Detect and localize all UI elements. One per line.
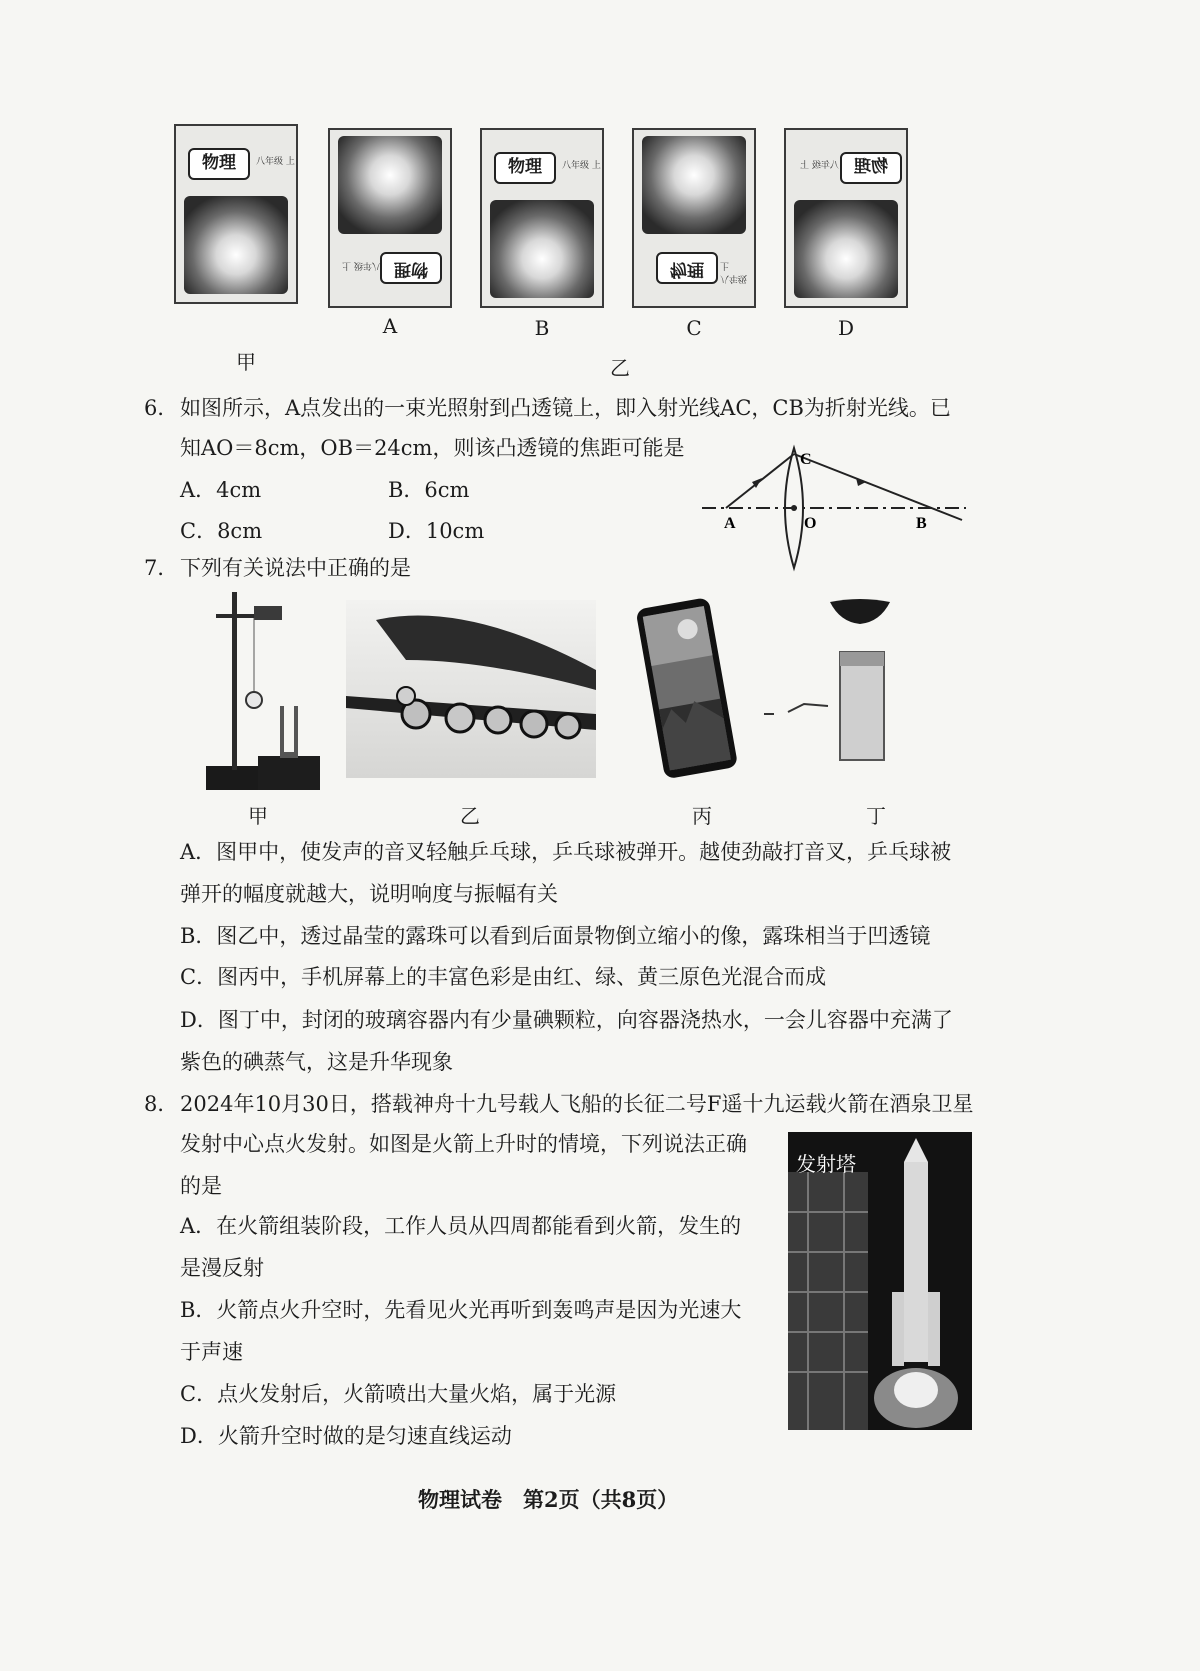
book-subtitle-flipped: 八年级 上 <box>342 260 381 270</box>
q8-option-a-line1[interactable]: A．在火箭组装阶段，工作人员从四周都能看到火箭，发生的 <box>180 1214 742 1238</box>
q7-label-jia: 甲 <box>248 804 268 828</box>
ping-pong-ball <box>246 692 262 708</box>
q8-number: 8． <box>144 1092 179 1116</box>
point-o: O <box>804 515 817 532</box>
refracted-ray-cb <box>794 454 962 520</box>
q7-label-yi: 乙 <box>460 804 480 828</box>
book-subtitle-b: 八年级 上 <box>562 161 601 171</box>
book-title-c: 物理 <box>656 252 718 284</box>
q7-option-c[interactable]: C．图丙中，手机屏幕上的丰富色彩是由红、绿、黄三原色光混合而成 <box>180 965 827 989</box>
q6-stem-line1: 如图所示，A点发出的一束光照射到凸透镜上，即入射光线AC，CB为折射光线。已 <box>180 396 951 420</box>
q7-number: 7． <box>144 556 179 580</box>
book-option-a <box>328 128 452 308</box>
q8-option-b-line1[interactable]: B．火箭点火升空时，先看见火光再听到轰鸣声是因为光速大 <box>180 1298 742 1322</box>
refracted-arrow-icon <box>856 478 866 486</box>
q7-option-d-line1[interactable]: D．图丁中，封闭的玻璃容器内有少量碘颗粒，向容器浇热水，一会儿容器中充满了 <box>180 1008 953 1032</box>
book-title-b: 物理 <box>494 152 556 184</box>
q7-stem: 下列有关说法中正确的是 <box>180 556 411 580</box>
q8-option-c[interactable]: C．点火发射后，火箭喷出大量火焰，属于光源 <box>180 1382 617 1406</box>
q8-option-b-line2: 于声速 <box>180 1340 243 1364</box>
book-title-d: 物理 <box>840 152 902 184</box>
q6-option-c[interactable]: C．8cm <box>180 519 263 543</box>
q7-option-b[interactable]: B．图乙中，透过晶莹的露珠可以看到后面景物倒立缩小的像，露珠相当于凹透镜 <box>180 924 931 948</box>
q6-stem-line2: 知AO＝8cm，OB＝24cm，则该凸透镜的焦距可能是 <box>180 436 685 460</box>
q7-label-bing: 丙 <box>692 804 712 828</box>
q7-option-a-line2: 弹开的幅度就越大，说明响度与振幅有关 <box>180 882 558 906</box>
book-subtitle-d: 八年级 上 <box>800 161 839 171</box>
q8-stem-line1: 2024年10月30日，搭载神舟十九号载人飞船的长征二号F遥十九运载火箭在酒泉卫星 <box>180 1092 974 1116</box>
book-option-b <box>480 128 604 308</box>
q8-option-d[interactable]: D．火箭升空时做的是匀速直线运动 <box>180 1424 512 1448</box>
book-subtitle-c: 八年级 上 <box>720 260 748 283</box>
q7-option-a-line1[interactable]: A．图甲中，使发声的音叉轻触乒乓球，乒乓球被弹开。越使劲敲打音叉，乒乓球被 <box>180 840 952 864</box>
label-yi-group: 乙 <box>610 356 630 380</box>
book-subtitle: 八年级 上 <box>256 157 295 167</box>
label-a: A <box>382 314 398 338</box>
q8-option-a-line2: 是漫反射 <box>180 1256 264 1280</box>
book-option-c <box>632 128 756 308</box>
point-a: A <box>724 515 736 532</box>
q7-option-d-line2: 紫色的碘蒸气，这是升华现象 <box>180 1050 453 1074</box>
q6-option-b[interactable]: B．6cm <box>388 478 470 502</box>
label-b: B <box>534 316 550 340</box>
figure-tuning-fork <box>200 588 330 796</box>
optical-center-dot <box>791 505 797 511</box>
figure-smartphone <box>628 594 748 784</box>
figure-iodine-container <box>760 596 910 768</box>
q6-option-a[interactable]: A．4cm <box>180 478 262 502</box>
q6-option-d[interactable]: D．10cm <box>388 519 485 543</box>
q7-label-ding: 丁 <box>866 804 886 828</box>
book-title-flipped: 物理 <box>380 252 442 284</box>
point-c: C <box>800 451 812 468</box>
book-original-jia <box>174 124 298 304</box>
launch-tower-label: 发射塔 <box>796 1152 856 1176</box>
label-d: D <box>837 316 855 340</box>
book-title: 物理 <box>188 148 250 180</box>
q8-stem-line3: 的是 <box>180 1174 222 1198</box>
point-b: B <box>916 515 927 532</box>
label-jia: 甲 <box>236 350 256 374</box>
q6-number: 6． <box>144 396 179 420</box>
convex-lens-diagram <box>696 440 976 580</box>
q8-stem-line2: 发射中心点火发射。如图是火箭上升时的情境，下列说法正确 <box>180 1132 747 1156</box>
figure-rocket-launch <box>788 1132 972 1430</box>
page-footer: 物理试卷 第2页（共8页） <box>418 1487 679 1512</box>
figure-dew-drops <box>346 600 596 778</box>
book-option-d <box>784 128 908 308</box>
label-c: C <box>686 316 702 340</box>
